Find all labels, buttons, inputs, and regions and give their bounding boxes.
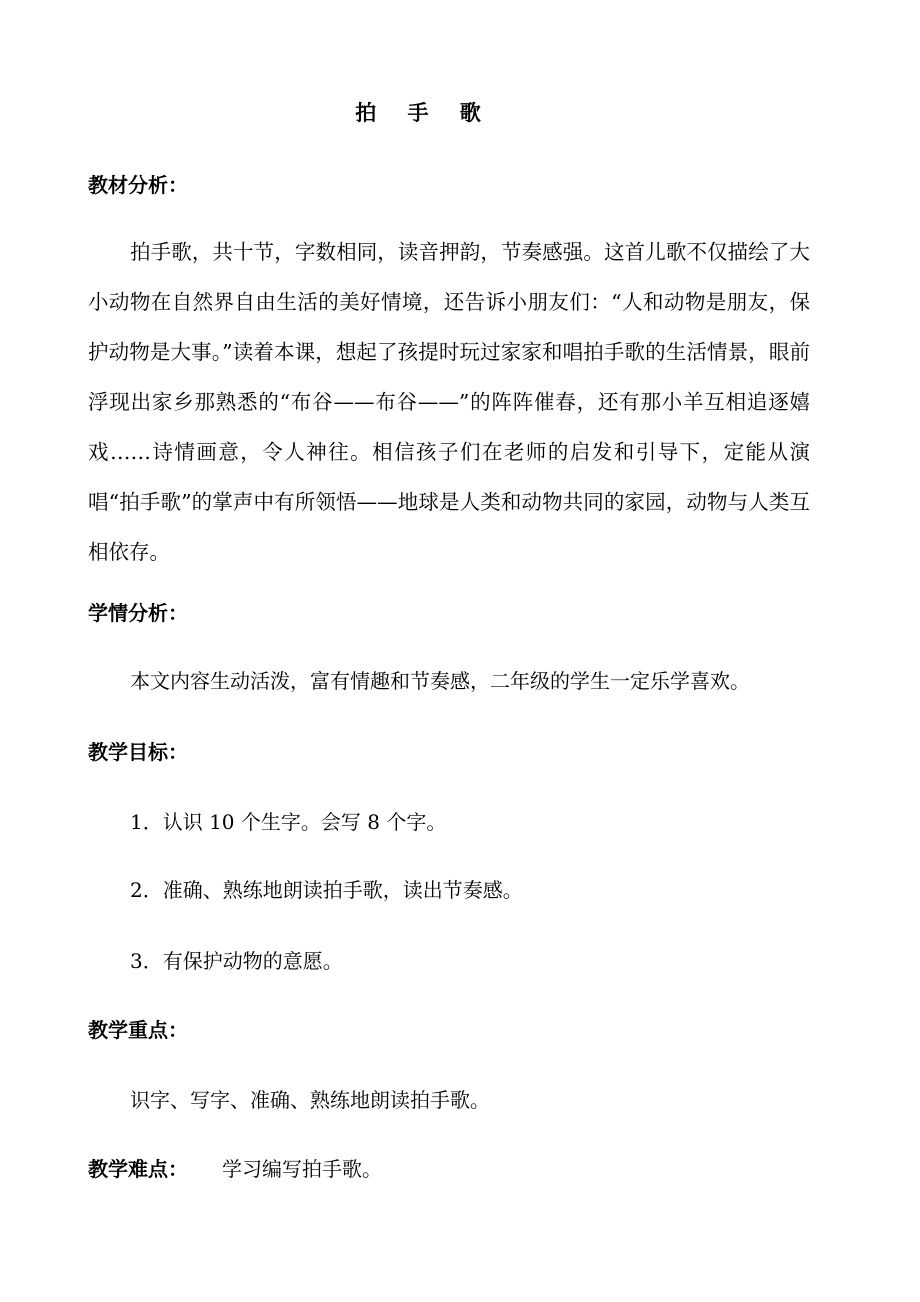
paragraph-key-points: 识字、写字、准确、熟练地朗读拍手歌。 — [130, 1088, 490, 1112]
goal-item-1: 1．认识 10 个生字。会写 8 个字。 — [130, 810, 447, 834]
heading-student-analysis: 学情分析： — [88, 601, 188, 625]
heading-key-points: 教学重点： — [88, 1018, 188, 1042]
paragraph-student-analysis: 本文内容生动活泼，富有情趣和节奏感，二年级的学生一定乐学喜欢。 — [130, 669, 750, 693]
heading-difficulties-row — [88, 1154, 382, 1184]
goal-item-2: 2．准确、熟练地朗读拍手歌，读出节奏感。 — [130, 878, 523, 902]
heading-difficulties: 教学难点： — [88, 1157, 188, 1181]
paragraph-difficulties: 学习编写拍手歌。 — [222, 1157, 382, 1181]
goal-item-3: 3．有保护动物的意愿。 — [130, 949, 343, 973]
heading-teaching-goals: 教学目标： — [88, 740, 188, 764]
document-title: 拍 手 歌 — [355, 101, 493, 125]
heading-material-analysis: 教材分析： — [88, 173, 188, 197]
paragraph-material-analysis: 拍手歌，共十节，字数相同，读音押韵，节奏感强。这首儿歌不仅描绘了大小动物在自然界自由生活的美好情境，还告诉小朋友们：“人和动物是朋友，保护动物是大事。”读着本课，想起了孩提时玩过家家和唱拍手歌的生活情景，眼前浮现出家乡那熟悉的“布谷——布谷——”的阵阵催春，还有那小羊互相追逐嬉戏……诗情画意，令人神往。相信孩子们在老师的启发和引导下，定能从演唱“拍手歌”的掌声中有所领悟——地球是人类和动物共同的家园，动物与人类互相依存。 — [88, 240, 810, 564]
